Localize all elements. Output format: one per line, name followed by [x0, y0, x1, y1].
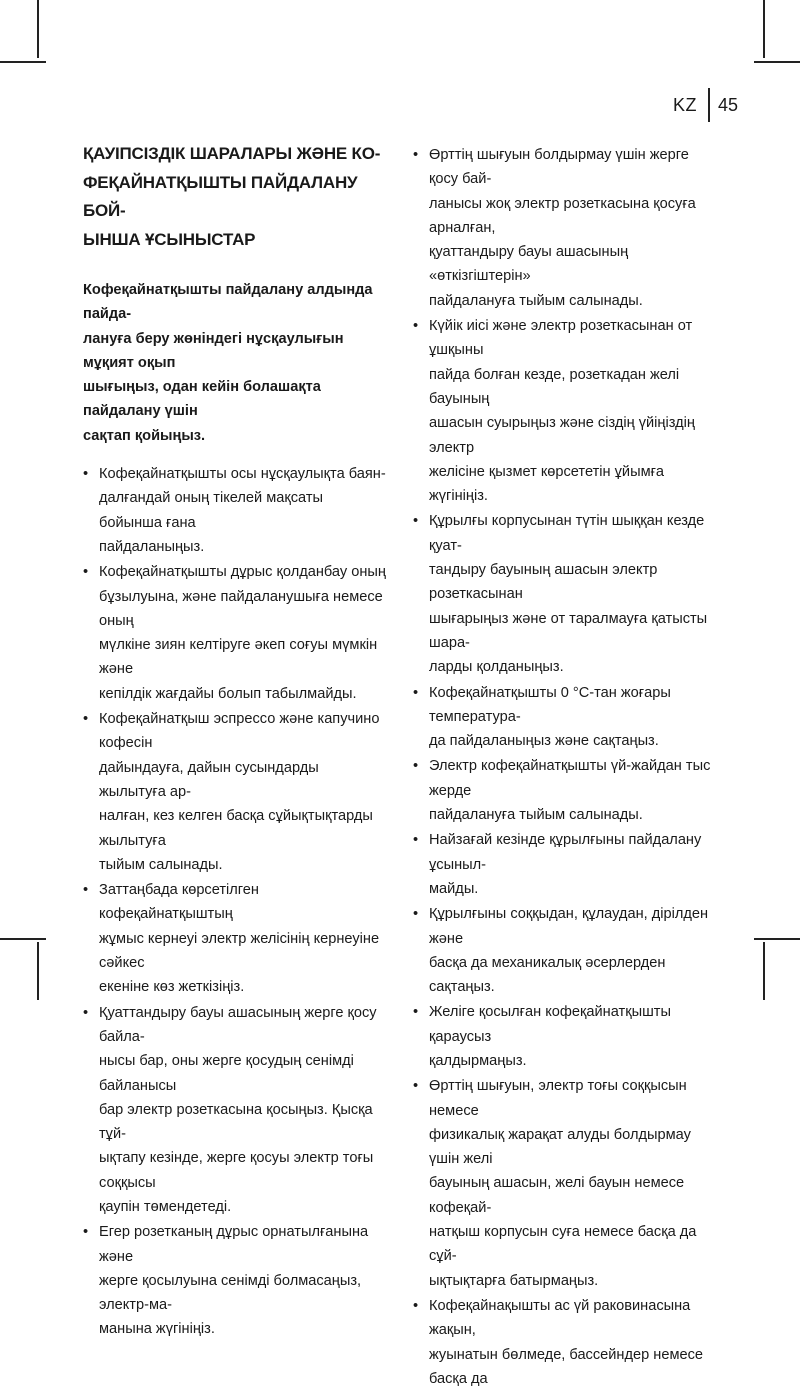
bullet-line: пайдаланыңыз.: [99, 538, 205, 555]
bullet-marker: •: [83, 564, 89, 581]
crop-mark: [37, 0, 39, 58]
bullet-line: Кофеқайнақышты ас үй раковинасына жақын,: [429, 1297, 691, 1339]
bullet-line: Өрттің шығуын, электр тоғы соққысын немесе: [429, 1078, 687, 1119]
crop-mark: [0, 938, 46, 940]
bullet-marker: •: [413, 684, 419, 701]
bullet-marker: •: [413, 1004, 419, 1021]
bullet-line: далғандай оның тікелей мақсаты бойынша ғана: [99, 490, 324, 531]
bullet-line: Өрттің шығуын болдырмау үшін жерге қосу бай-: [429, 147, 689, 188]
bullet-item: [83, 878, 388, 999]
bullet-line: манына жүгініңіз.: [99, 1321, 215, 1338]
bullet-marker: •: [83, 1004, 89, 1021]
bullet-line: Найзағай кезінде құрылғыны пайдалану ұсыныл-: [429, 832, 702, 873]
crop-mark: [0, 61, 46, 63]
bullet-item: [413, 509, 711, 679]
crop-mark: [37, 942, 39, 1000]
bullet-item: [413, 828, 711, 901]
bullet-marker: •: [413, 318, 419, 335]
bullet-line: Электр кофеқайнатқышты үй-жайдан тыс жерде: [429, 758, 711, 799]
bullet-item: [413, 1294, 711, 1391]
bullet-line: жерге қосылуына сенімді болмасаңыз, электр-ма-: [99, 1272, 362, 1314]
bullet-item: [413, 902, 711, 999]
bullet-line: басқа да механикалық әсерлерден сақтаңыз.: [429, 954, 666, 996]
bullet-line: Қуаттандыру бауы ашасының жерге қосу байла-: [99, 1004, 377, 1045]
bullet-line: Кофеқайнатқыш эспрессо және капучино кофесін: [99, 711, 380, 752]
bullet-marker: •: [413, 1297, 419, 1314]
bullet-line: Желіге қосылған кофеқайнатқышты қараусыз: [429, 1004, 671, 1045]
bullet-marker: •: [413, 906, 419, 923]
bullet-line: мүлкіне зиян келтіруге әкеп соғуы мүмкін және: [99, 637, 378, 678]
bullet-line: қаупін төмендетеді.: [99, 1198, 232, 1215]
page-header: [673, 88, 738, 122]
bullet-item: [413, 754, 711, 827]
bullet-item: [83, 1220, 388, 1341]
bullet-marker: •: [83, 711, 89, 728]
intro-paragraph: Кофеқайнатқышты пайдалану алдында пайда- лануға беру жөніндегі нұсқаулығын мұқият оқып шығыңыз, одан кейін болашақта пайдалану үшін сақтап қойыңыз.: [83, 282, 373, 444]
bullet-line: Егер розетканың дұрыс орнатылғанына және: [99, 1224, 369, 1265]
bullet-line: кепілдік жағдайы болып табылмайды.: [99, 685, 357, 702]
bullet-line: налған, кез келген басқа сұйықтықтарды жылытуға: [99, 808, 373, 849]
language-code: KZ: [672, 94, 697, 115]
bullet-item: [83, 560, 388, 706]
bullet-line: Күйік иісі және электр розеткасынан от ұшқыны: [429, 318, 693, 359]
bullet-marker: •: [83, 1224, 89, 1241]
bullet-marker: •: [413, 147, 419, 163]
bullet-line: ықтықтарға батырмаңыз.: [429, 1272, 599, 1289]
bullet-line: желісіне қызмет көрсететін ұйымға жүгініңіз.: [429, 463, 665, 505]
bullet-line: пайда болған кезде, розеткадан желі бауының: [429, 366, 680, 407]
bullet-item: [413, 1074, 711, 1293]
bullet-line: физикалық жарақат алуды болдырмау үшін желі: [429, 1126, 691, 1168]
bullet-line: пайдалануға тыйым салынады.: [429, 807, 643, 824]
section-title: ҚАУІПСІЗДІК ШАРАЛАРЫ ЖӘНЕ КО- ФЕҚАЙНАТҚЫШТЫ ПАЙДАЛАНУ БОЙ- ЫНША ҰСЫНЫСТАР: [83, 144, 381, 249]
bullet-line: ларды қолданыңыз.: [429, 659, 564, 676]
bullet-line: тыйым салынады.: [99, 856, 223, 873]
bullet-line: жұмыс кернеуі электр желісінің кернеуіне сәйкес: [99, 930, 380, 972]
bullet-marker: •: [83, 882, 89, 899]
bullet-marker: •: [83, 466, 89, 483]
bullet-line: нысы бар, оны жерге қосудың сенімді байланысы: [99, 1053, 354, 1094]
bullet-item: [413, 681, 711, 754]
bullet-line: бар электр розеткасына қосыңыз. Қысқа тұй-: [99, 1101, 373, 1143]
bullet-line: ықтапу кезінде, жерге қосуы электр тоғы соққысы: [99, 1150, 374, 1191]
bullet-line: пайдалануға тыйым салынады.: [429, 292, 643, 309]
bullet-line: Кофеқайнатқышты 0 °С-тан жоғары температура-: [429, 684, 671, 725]
bullet-marker: •: [413, 1078, 419, 1095]
bullet-line: қуаттандыру бауы ашасының «өткізгіштерін»: [429, 244, 629, 285]
bullet-line: тандыру бауының ашасын электр розеткасынан: [429, 562, 658, 603]
left-column: [83, 140, 388, 1343]
bullet-line: бауының ашасын, желі бауын немесе кофеқай-: [429, 1175, 685, 1216]
bullet-item: [413, 143, 711, 313]
bullet-line: екеніне көз жеткізіңіз.: [99, 979, 245, 996]
bullet-line: Кофеқайнатқышты дұрыс қолданбау оның: [99, 564, 386, 581]
bullet-item: [413, 314, 711, 508]
crop-mark: [754, 938, 800, 940]
bullet-marker: •: [413, 758, 419, 775]
right-bullet-list: [413, 143, 711, 1391]
bullet-line: Құрылғыны соққыдан, құлаудан, дірілден және: [429, 906, 709, 947]
bullet-line: шығарыңыз және от таралмауға қатысты шара-: [429, 610, 708, 651]
bullet-item: [413, 1000, 711, 1073]
bullet-line: ашасын суырыңыз және сіздің үйіңіздің электр: [429, 415, 695, 456]
crop-mark: [763, 942, 765, 1000]
bullet-line: ланысы жоқ электр розеткасына қосуға арналған,: [429, 195, 696, 236]
bullet-line: дайындауға, дайын сусындарды жылытуға ар-: [99, 759, 319, 800]
bullet-line: бұзылуына, және пайдаланушыға немесе оның: [99, 588, 383, 629]
bullet-line: қалдырмаңыз.: [429, 1052, 527, 1069]
bullet-item: [83, 1001, 388, 1220]
bullet-line: да пайдаланыңыз және сақтаңыз.: [429, 733, 659, 750]
bullet-line: майды.: [429, 880, 479, 897]
left-bullet-list: [83, 462, 388, 1342]
bullet-line: жуынатын бөлмеде, бассейндер немесе басқа да: [429, 1346, 704, 1387]
bullet-line: Құрылғы корпусынан түтін шыққан кезде қуат-: [429, 513, 705, 554]
crop-mark: [754, 61, 800, 63]
right-column: [413, 143, 711, 1392]
bullet-item: [83, 707, 388, 877]
bullet-line: натқыш корпусын суға немесе басқа да сұй-: [429, 1224, 697, 1265]
crop-mark: [763, 0, 765, 58]
bullet-marker: •: [413, 513, 419, 530]
bullet-item: [83, 462, 388, 559]
bullet-line: Заттаңбада көрсетілген кофеқайнатқыштың: [99, 882, 259, 923]
bullet-line: Кофеқайнатқышты осы нұсқаулықта баян-: [99, 466, 386, 483]
header-divider: [708, 88, 710, 122]
page-number: 45: [717, 94, 738, 115]
bullet-marker: •: [413, 832, 419, 849]
